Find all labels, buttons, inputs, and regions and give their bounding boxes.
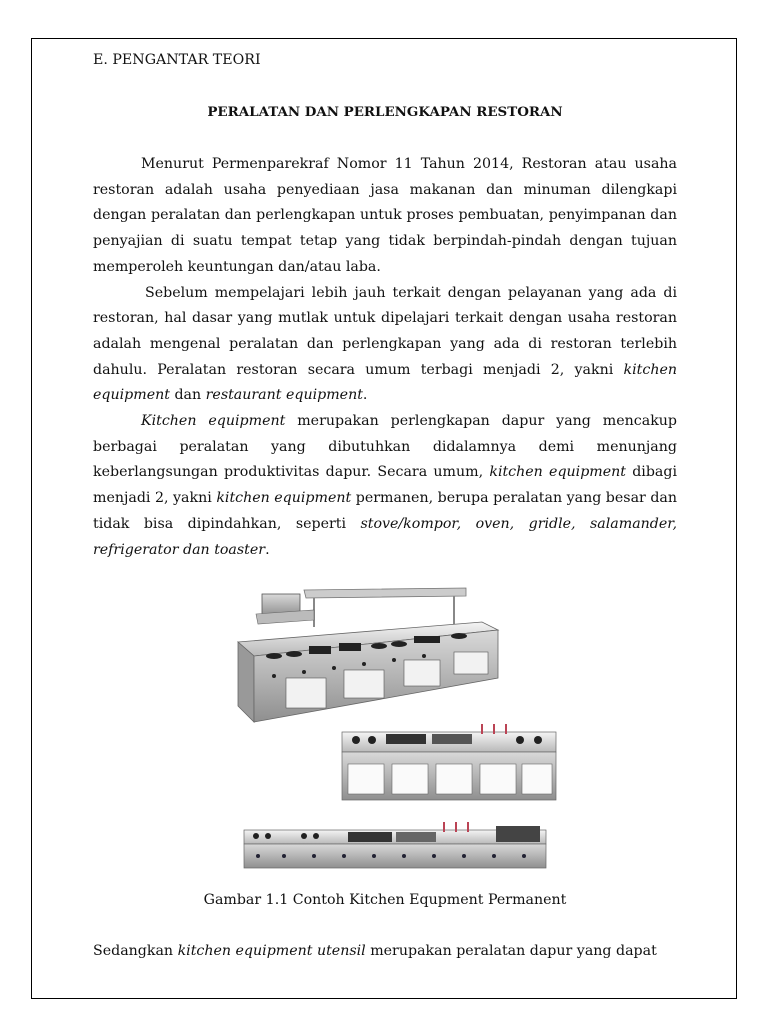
kitchen-equipment-figure xyxy=(214,572,558,872)
paragraph-4 xyxy=(93,943,677,959)
text-span: merupakan perlengkapan dapur yang mencakup berbagai peralatan yang dibutuhkan didalamnya demi menunjang keberlangsungan produktivitas dapur. Secara umum, xyxy=(93,413,678,481)
range-row-middle xyxy=(342,724,556,800)
kitchen-equipment-illustration xyxy=(214,572,558,872)
italic-term: restaurant equipment xyxy=(205,387,363,404)
text-span: Sedangkan xyxy=(93,943,178,959)
italic-term: kitchen equipment xyxy=(489,464,626,481)
paragraph-2 xyxy=(93,281,677,410)
text-span: permanen, berupa peralatan yang besar dan tidak bisa dipindahkan, seperti xyxy=(93,490,678,532)
italic-term: Kitchen equipment xyxy=(141,413,286,430)
paragraph-1: Menurut Permenparekraf Nomor 11 Tahun 2014, Restoran atau usaha restoran adalah usaha penyediaan jasa makanan dan minuman dilengkapi dengan peralatan dan perlengkapan untuk proses pembuatan, penyimpanan dan penyajian di suatu tempat tetap yang tidak berpindah-pindah dengan tujuan memperoleh keuntungan dan/atau laba. xyxy=(93,156,677,275)
island-range xyxy=(238,588,498,722)
body-text xyxy=(93,152,677,563)
italic-term: kitchen equipment utensil xyxy=(177,943,366,959)
text-span: . xyxy=(362,387,368,404)
text-span: dibagi menjadi 2, yakni xyxy=(93,464,677,507)
italic-term: kitchen equipment xyxy=(216,490,352,507)
text-span: Sebelum mempelajari lebih jauh terkait dengan pelayanan yang ada di restoran, hal dasar yang mutlak untuk dipelajari terkait dengan usaha restoran adalah mengenal peralatan dan perlengkapan yang ada di restoran terlebih dahulu. Peralatan restoran secara umum terbagi menjadi 2, yakni xyxy=(93,284,677,378)
italic-term: stove/kompor, oven, gridle, salamander, refrigerator dan toaster xyxy=(93,515,677,558)
italic-term: kitchen equipment xyxy=(93,361,677,404)
section-heading: E. PENGANTAR TEORI xyxy=(93,52,261,68)
text-span: dan xyxy=(169,387,206,404)
range-row-bottom xyxy=(244,822,546,868)
text-span: . xyxy=(265,541,270,558)
paragraph-3 xyxy=(93,409,677,563)
text-span: merupakan peralatan dapur yang dapat xyxy=(365,943,657,959)
document-title: PERALATAN DAN PERLENGKAPAN RESTORAN xyxy=(207,104,563,120)
figure-caption: Gambar 1.1 Contoh Kitchen Equpment Permanent xyxy=(203,892,567,908)
